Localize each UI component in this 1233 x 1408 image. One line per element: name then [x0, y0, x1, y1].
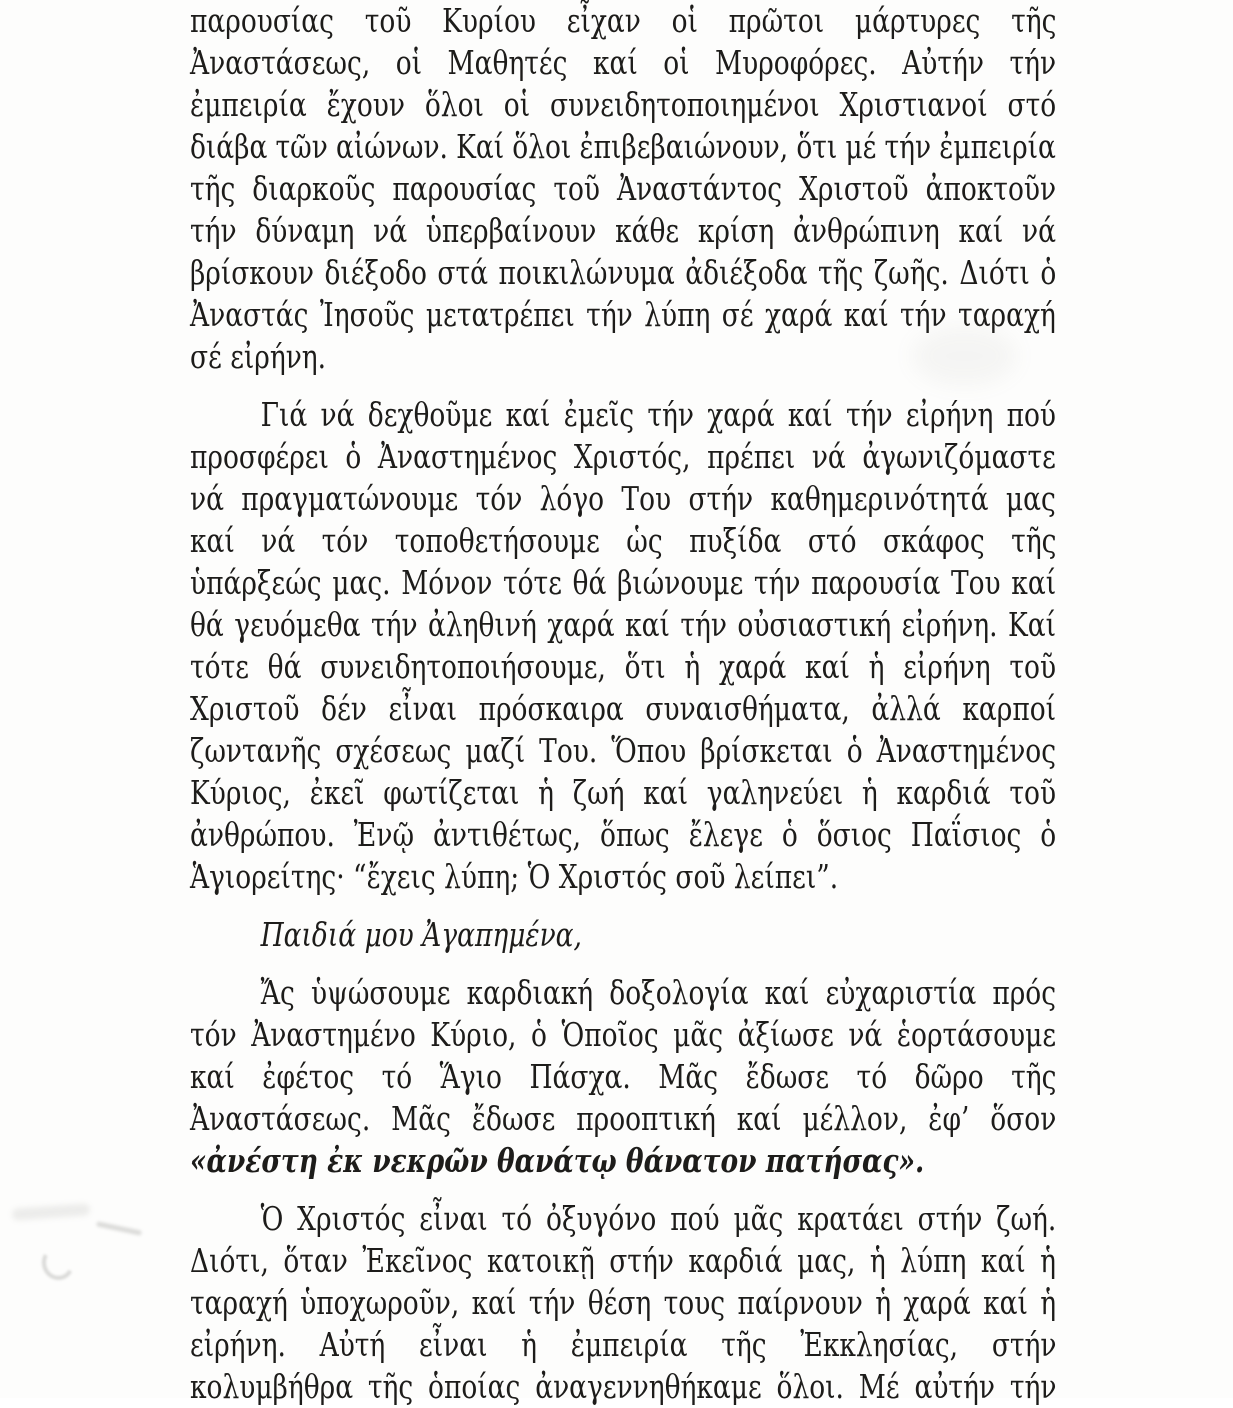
text-line-content: Γιά νά δεχθοῦμε καί ἐμεῖς τήν χαρά καί τήν εἰρήνη πού [260, 395, 1057, 434]
text-line [190, 772, 1056, 814]
text-line-content: Ἀναστάσεως, οἱ Μαθητές καί οἱ Μυροφόρες. Αὐτήν τήν [190, 43, 1057, 82]
text-line [190, 42, 1056, 84]
text-line-content: νά πραγματώνουμε τόν λόγο Του στήν καθημερινότητά μας [190, 479, 1056, 518]
text-line-content: Ἀναστάσεως. Μᾶς ἔδωσε προοπτική καί μέλλον, ἐφ’ ὅσον [190, 1099, 1057, 1138]
text-block [190, 0, 1056, 1408]
text-line-content: τόν Ἀναστημένο Κύριο, ὁ Ὁποῖος μᾶς ἀξίωσε νά ἑορτάσουμε [190, 1015, 1057, 1054]
text-line-content: «ἀνέστη ἐκ νεκρῶν θανάτῳ θάνατον πατήσας». [190, 1141, 925, 1180]
text-line [190, 0, 1056, 42]
text-line-content: Διότι, ὅταν Ἐκεῖνος κατοικῇ στήν καρδιά μας, ἡ λύπη καί ἡ [190, 1241, 1057, 1280]
text-line-content: ἐμπειρία ἔχουν ὅλοι οἱ συνειδητοποιημένοι Χριστιανοί στό [190, 85, 1057, 124]
pencil-curve-1 [38, 1242, 78, 1283]
text-line [190, 972, 1056, 1014]
text-line [190, 294, 1056, 336]
text-line [190, 914, 1056, 956]
text-line-content: βρίσκουν διέξοδο στά ποικιλώνυμα ἀδιέξοδα τῆς ζωῆς. Διότι ὁ [190, 253, 1057, 292]
text-line-content: ταραχή ὑποχωροῦν, καί τήν θέση τους παίρνουν ἡ χαρά καί ἡ [190, 1283, 1057, 1322]
text-line-content: Παιδιά μου Ἀγαπημένα, [260, 915, 582, 954]
text-line [190, 394, 1056, 436]
pencil-stroke-1 [96, 1221, 142, 1235]
text-line [190, 126, 1056, 168]
text-line [190, 520, 1056, 562]
text-line-content: σέ εἰρήνη. [190, 337, 327, 376]
text-line-content: Ὁ Χριστός εἶναι τό ὀξυγόνο πού μᾶς κρατάει στήν ζωή. [260, 1199, 1057, 1238]
text-line-content: Χριστοῦ δέν εἶναι πρόσκαιρα συναισθήματα, ἀλλά καρποί [190, 689, 1057, 728]
text-line-content: Ἄς ὑψώσουμε καρδιακή δοξολογία καί εὐχαριστία πρός [260, 973, 1057, 1012]
text-line [190, 1366, 1056, 1408]
text-line-content: Ἀναστάς Ἰησοῦς μετατρέπει τήν λύπη σέ χαρά καί τήν ταραχή [190, 295, 1056, 334]
text-line-content: Κύριος, ἐκεῖ φωτίζεται ἡ ζωή καί γαληνεύει ἡ καρδιά τοῦ [190, 773, 1057, 812]
text-line-content: ἀνθρώπου. Ἐνῷ ἀντιθέτως, ὅπως ἔλεγε ὁ ὅσιος Παΐσιος ὁ [190, 815, 1057, 854]
text-line [190, 562, 1056, 604]
text-line-content: παρουσίας τοῦ Κυρίου εἶχαν οἱ πρῶτοι μάρτυρες τῆς [190, 1, 1057, 40]
text-line [190, 252, 1056, 294]
text-line [190, 1282, 1056, 1324]
text-line [190, 1324, 1056, 1366]
text-line [190, 1014, 1056, 1056]
text-line-content: κολυμβήθρα τῆς ὁποίας ἀναγεννηθήκαμε ὅλοι. Μέ αὐτήν τήν [190, 1367, 1057, 1406]
text-line-content: τήν δύναμη νά ὑπερβαίνουν κάθε κρίση ἀνθρώπινη καί νά [190, 211, 1056, 250]
text-line [190, 1240, 1056, 1282]
text-line-content: Ἁγιορείτης· “ἔχεις λύπη; Ὁ Χριστός σοῦ λείπει”. [190, 857, 839, 896]
text-line-content: τῆς διαρκοῦς παρουσίας τοῦ Ἀναστάντος Χριστοῦ ἀποκτοῦν [190, 169, 1057, 208]
text-line [190, 646, 1056, 688]
text-line [190, 856, 1056, 898]
text-line [190, 84, 1056, 126]
text-line [190, 478, 1056, 520]
text-line [190, 1198, 1056, 1240]
text-line [190, 604, 1056, 646]
text-line [190, 688, 1056, 730]
text-line [190, 1056, 1056, 1098]
text-line-content: καί νά τόν τοποθετήσουμε ὡς πυξίδα στό σκάφος τῆς [190, 521, 1057, 560]
pencil-smudge-1 [12, 1203, 91, 1220]
text-line-content: προσφέρει ὁ Ἀναστημένος Χριστός, πρέπει νά ἀγωνιζόμαστε [190, 437, 1056, 476]
text-line [190, 730, 1056, 772]
text-line [190, 1140, 1056, 1182]
text-line-content: ζωντανῆς σχέσεως μαζί Του. Ὅπου βρίσκεται ὁ Ἀναστημένος [190, 731, 1057, 770]
text-line [190, 210, 1056, 252]
text-line-content: διάβα τῶν αἰώνων. Καί ὅλοι ἐπιβεβαιώνουν, ὅτι μέ τήν ἐμπειρία [190, 127, 1056, 166]
text-line-content: εἰρήνη. Αὐτή εἶναι ἡ ἐμπειρία τῆς Ἐκκλησίας, στήν [190, 1325, 1057, 1364]
text-line-content: ὑπάρξεώς μας. Μόνον τότε θά βιώνουμε τήν παρουσία Του καί [190, 563, 1057, 602]
text-line [190, 1098, 1056, 1140]
text-line-content: καί ἐφέτος τό Ἅγιο Πάσχα. Μᾶς ἔδωσε τό δῶρο τῆς [190, 1057, 1057, 1096]
text-line [190, 436, 1056, 478]
text-line [190, 336, 1056, 378]
text-line [190, 168, 1056, 210]
text-line-content: θά γευόμεθα τήν ἀληθινή χαρά καί τήν οὐσιαστική εἰρήνη. Καί [190, 605, 1057, 644]
text-line-content: τότε θά συνειδητοποιήσουμε, ὅτι ἡ χαρά καί ἡ εἰρήνη τοῦ [190, 647, 1057, 686]
text-line [190, 814, 1056, 856]
